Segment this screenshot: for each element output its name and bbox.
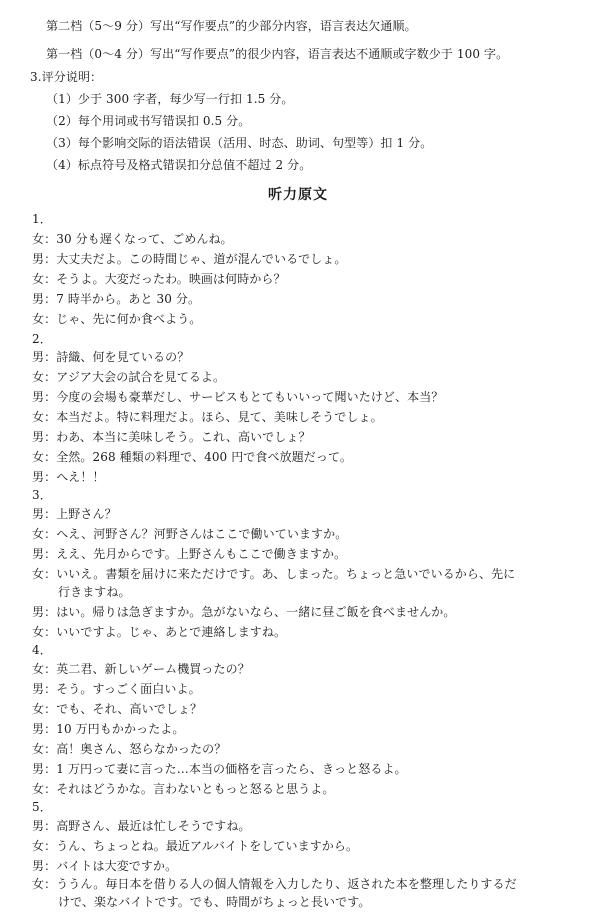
grading-tier1: 第一档（0～4 分）写出“写作要点”的很少内容，语言表达不通顺或字数少于 100 字。 (46, 47, 509, 61)
speaker-label: 男： (32, 819, 57, 833)
dialogue-text: はい。帰りは急ぎますか。急がないなら、一緒に昼ご飯を食べませんか。 (56, 605, 456, 619)
dialogue-text: そう。すっごく面白いよ。 (56, 682, 201, 696)
dialogue-line (32, 741, 226, 757)
dialogue-line (32, 781, 335, 797)
dialogue-text: ええ、先月からです。上野さんもここで働きますか。 (56, 547, 347, 561)
dialogue-text: 全然。268 種類の料理で、400 円で食べ放題だって。 (56, 450, 352, 464)
speaker-label: 男： (32, 605, 57, 619)
dialogue-line (32, 761, 407, 777)
dialogue-line (32, 858, 177, 874)
dialogue-line (32, 429, 311, 445)
dialogue-text: うん、ちょっとね。最近アルバイトをしていますから。 (56, 839, 359, 853)
grading-rule: （3）每个影响交际的语法错误（活用、时态、助词、句型等）扣 1 分。 (46, 136, 433, 150)
speaker-label: 女： (32, 662, 57, 676)
section-number: 2． (32, 332, 52, 346)
speaker-label: 男： (32, 430, 57, 444)
grading-rule: （1）少于 300 字者，每少写一行扣 1.5 分。 (46, 92, 294, 106)
dialogue-line (32, 389, 443, 405)
grading-rule: （4）标点符号及格式错误扣分总值不超过 2 分。 (46, 158, 312, 172)
dialogue-line (32, 681, 201, 697)
dialogue-line (32, 526, 347, 542)
speaker-label: 男： (32, 292, 57, 306)
speaker-label: 女： (32, 567, 57, 581)
speaker-label: 男： (32, 507, 57, 521)
dialogue-text: バイトは大変ですか。 (56, 859, 178, 873)
speaker-label: 女： (32, 410, 57, 424)
speaker-label: 女： (32, 782, 57, 796)
grading-rule: （2）每个用词或书写错误扣 0.5 分。 (46, 114, 251, 128)
dialogue-text: わあ、本当に美味しそう。これ、高いでしょ？ (56, 430, 311, 444)
dialogue-continuation: けで、楽なバイトです。でも、時間がちょっと長いです。 (58, 895, 371, 909)
dialogue-line (32, 251, 347, 267)
dialogue-text: でも、それ、高いでしょ？ (56, 702, 203, 716)
section-number: 1． (32, 212, 52, 226)
section-number: 5． (32, 800, 52, 814)
dialogue-line (32, 469, 105, 485)
dialogue-text: 7 時半から。あと 30 分。 (56, 292, 201, 306)
dialogue-line (32, 661, 250, 677)
dialogue-text: 1 万円って妻に言った…本当の価格を言ったら、きっと怒るよ。 (56, 762, 407, 776)
speaker-label: 男： (32, 470, 57, 484)
dialogue-text: 高野さん、最近は忙しそうですね。 (56, 819, 251, 833)
dialogue-line (32, 604, 456, 620)
dialogue-line (32, 546, 346, 562)
dialogue-line (32, 566, 515, 582)
speaker-label: 女： (32, 742, 57, 756)
dialogue-text: 英二君、新しいゲーム機買ったの？ (56, 662, 250, 676)
speaker-label: 女： (32, 450, 57, 464)
dialogue-line (32, 449, 352, 465)
dialogue-text: 上野さん？ (56, 507, 117, 521)
dialogue-line (32, 231, 233, 247)
dialogue-text: じゃ、先に何か食べよう。 (56, 312, 202, 326)
speaker-label: 男： (32, 547, 57, 561)
dialogue-text: 今度の会場も豪華だし、サービスもとてもいいって聞いたけど、本当？ (56, 390, 444, 404)
speaker-label: 女： (32, 877, 57, 891)
dialogue-text: 大丈夫だよ。この時間じゃ、道が混んでいるでしょ。 (56, 252, 347, 266)
dialogue-line (32, 624, 286, 640)
dialogue-text: いいえ。書類を届けに来ただけです。あ、しまった。ちょっと急いでいるから、先に (56, 567, 516, 581)
dialogue-line (32, 701, 202, 717)
dialogue-text: 10 万円もかかったよ。 (56, 722, 185, 736)
speaker-label: 女： (32, 527, 57, 541)
dialogue-line (32, 291, 200, 307)
speaker-label: 女： (32, 232, 57, 246)
dialogue-line (32, 369, 225, 385)
dialogue-text: そうよ。大変だったわ。映画は何時から？ (56, 272, 286, 286)
grading-tier2: 第二档（5～9 分）写出“写作要点”的少部分内容，语言表达欠通顺。 (46, 19, 417, 33)
section-number: 3． (32, 488, 52, 502)
dialogue-text: 詩織、何を見ているの？ (56, 350, 190, 364)
speaker-label: 男： (32, 390, 57, 404)
dialogue-continuation: 行きますね。 (58, 585, 131, 599)
dialogue-text: へえ！！ (56, 470, 105, 484)
transcript-title: 听力原文 (268, 187, 328, 203)
dialogue-text: 高！奥さん、怒らなかったの？ (56, 742, 227, 756)
section-number: 4． (32, 643, 52, 657)
dialogue-text: 30 分も遅くなって、ごめんね。 (56, 232, 233, 246)
speaker-label: 女： (32, 625, 57, 639)
speaker-label: 男： (32, 762, 57, 776)
dialogue-line (32, 721, 185, 737)
dialogue-text: ううん。毎日本を借りる人の個人情報を入力したり、返された本を整理したりするだ (56, 877, 517, 891)
dialogue-text: アジア大会の試合を見てるよ。 (56, 370, 226, 384)
speaker-label: 男： (32, 722, 57, 736)
dialogue-line (32, 271, 286, 287)
speaker-label: 女： (32, 370, 57, 384)
speaker-label: 男： (32, 859, 57, 873)
dialogue-line (32, 818, 251, 834)
speaker-label: 男： (32, 252, 57, 266)
speaker-label: 女： (32, 839, 57, 853)
dialogue-line (32, 506, 117, 522)
dialogue-line (32, 838, 358, 854)
speaker-label: 女： (32, 702, 57, 716)
speaker-label: 男： (32, 682, 57, 696)
dialogue-text: いいですよ。じゃ、あとで連絡しますね。 (56, 625, 287, 639)
dialogue-line (32, 409, 383, 425)
dialogue-text: へえ、河野さん？河野さんはここで働いていますか。 (56, 527, 348, 541)
dialogue-text: それはどうかな。言わないともっと怒ると思うよ。 (56, 782, 335, 796)
speaker-label: 女： (32, 272, 57, 286)
dialogue-line (32, 349, 189, 365)
grading-heading: 3.评分说明： (30, 70, 103, 84)
dialogue-text: 本当だよ。特に料理だよ。ほら、見て、美味しそうでしょ。 (56, 410, 383, 424)
dialogue-line (32, 311, 201, 327)
dialogue-line (32, 876, 517, 892)
speaker-label: 男： (32, 350, 57, 364)
speaker-label: 女： (32, 312, 57, 326)
